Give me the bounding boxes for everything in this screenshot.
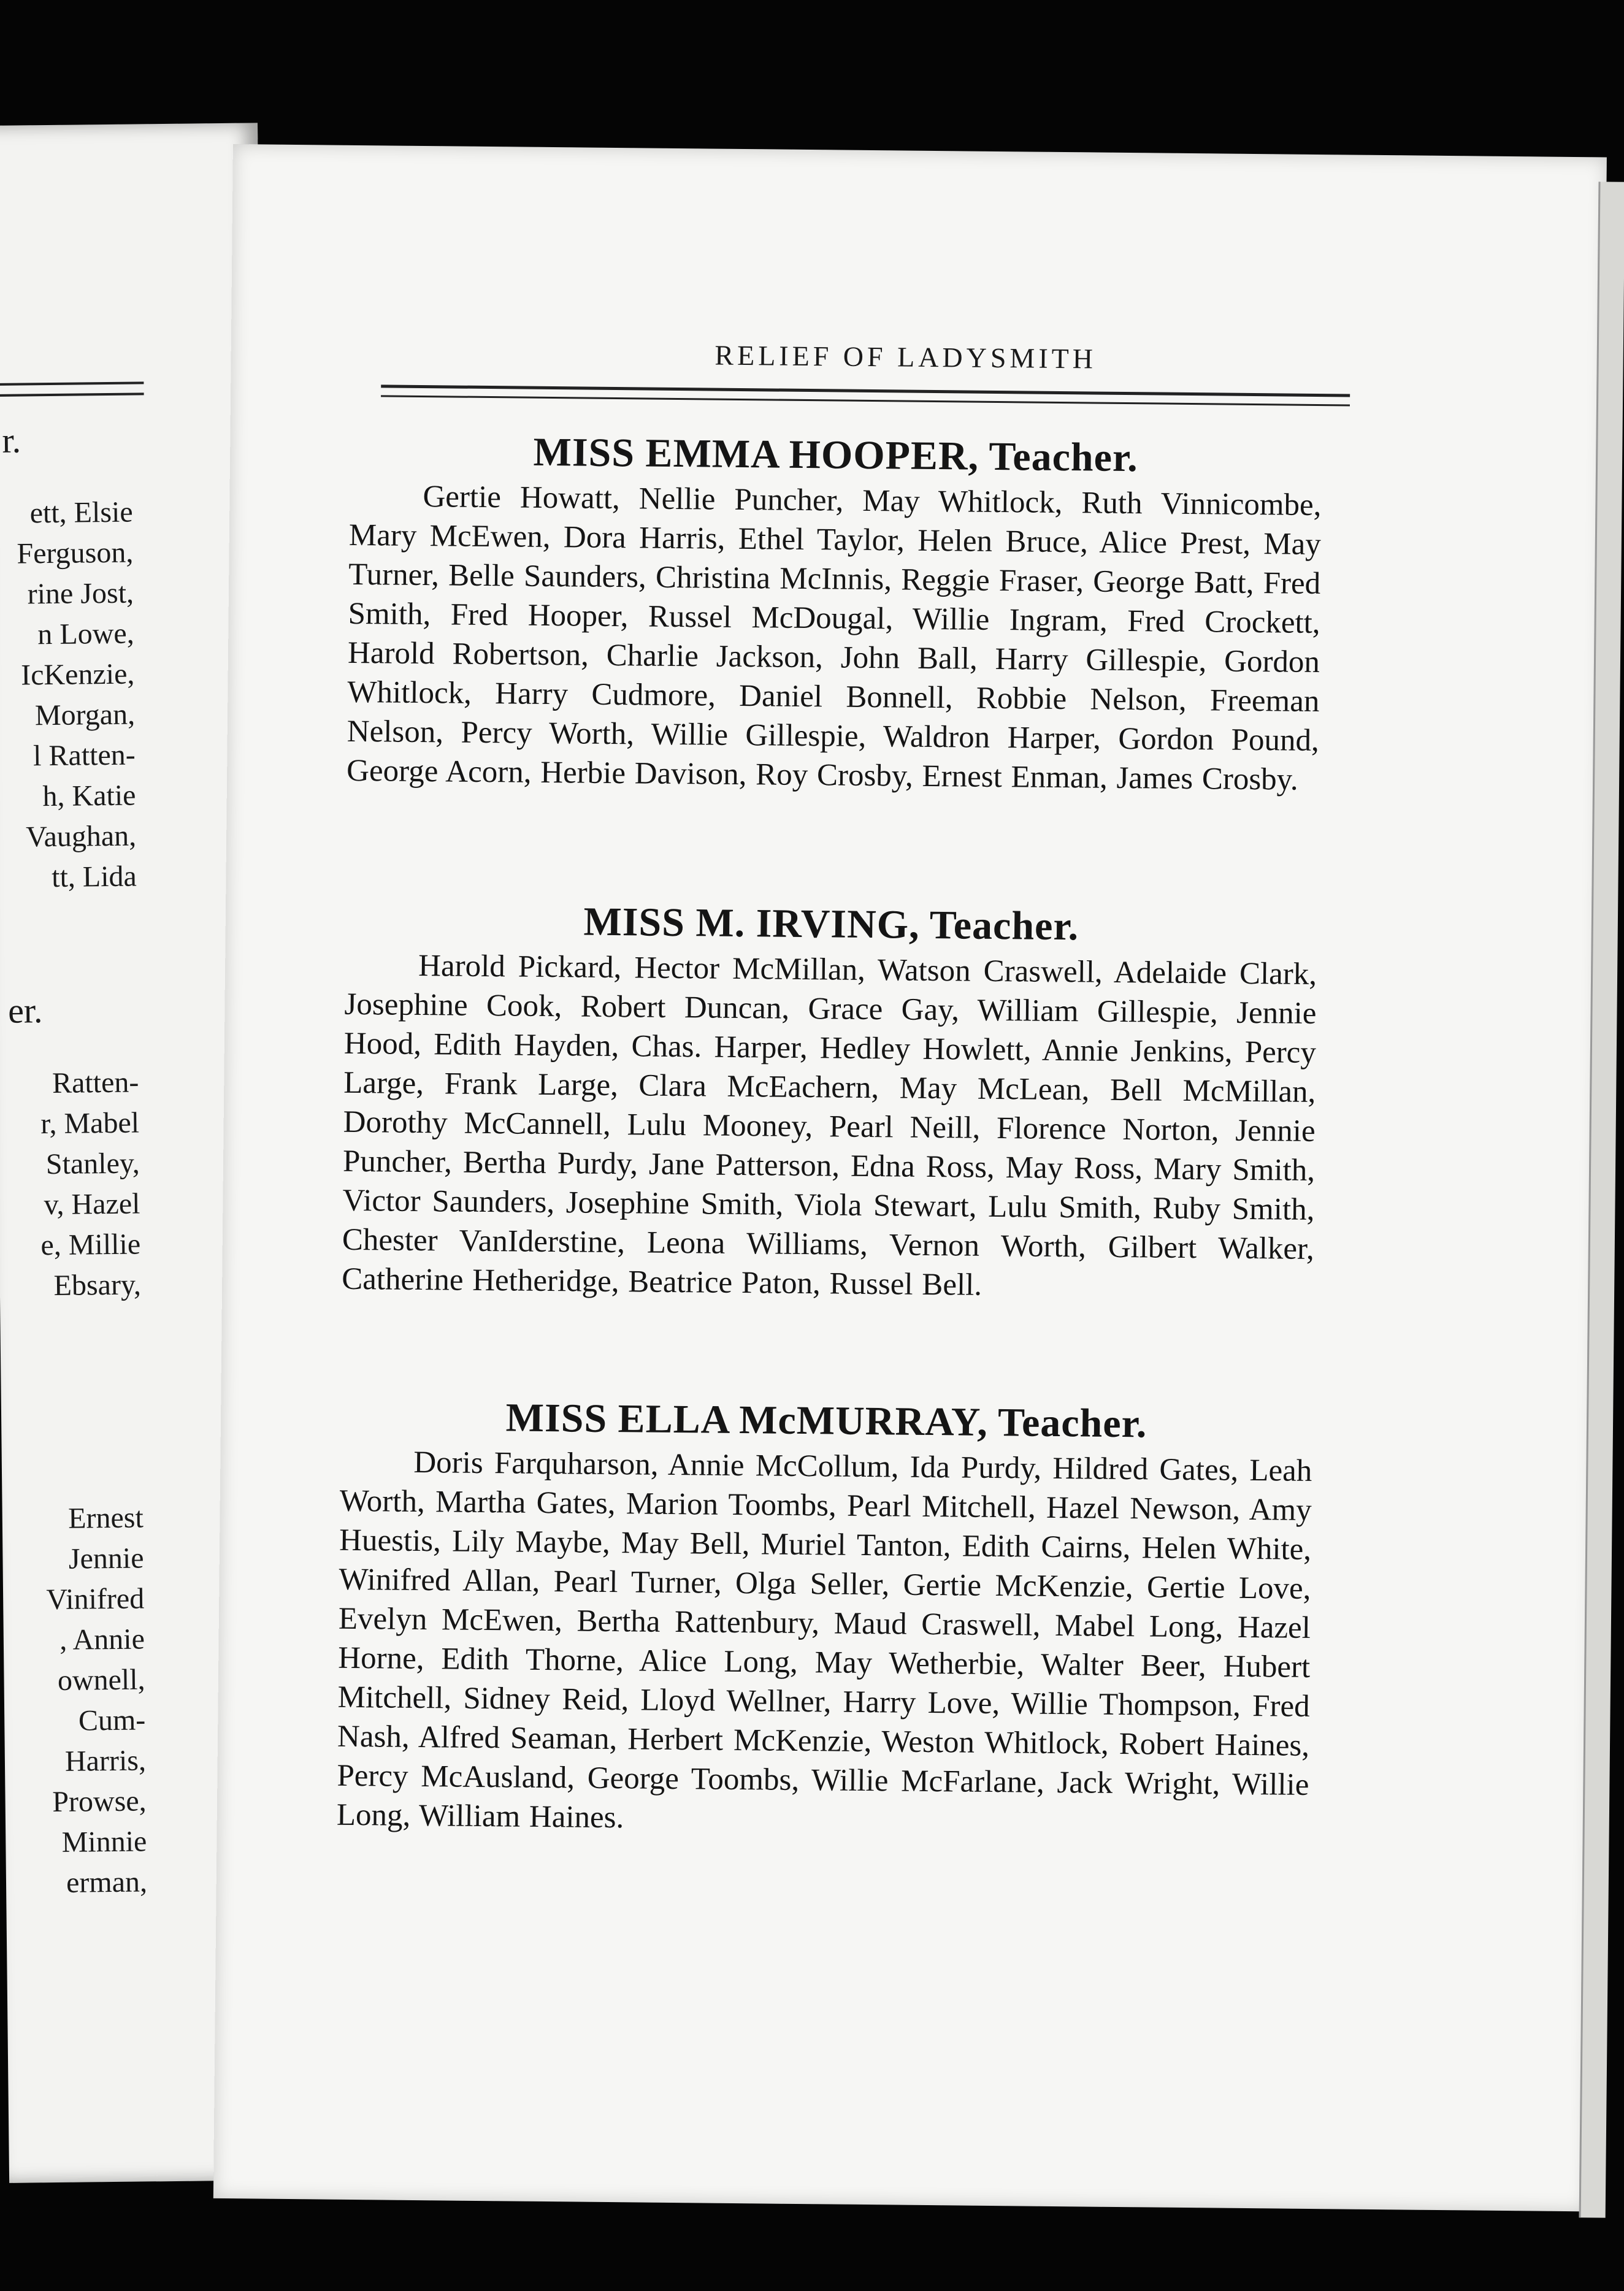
left-line: ett, Elsie xyxy=(29,495,133,530)
left-lines-2 xyxy=(4,1063,141,1307)
header-rule xyxy=(381,384,1350,406)
left-line: erman, xyxy=(66,1865,148,1899)
section-title: MISS ELLA McMURRAY, Teacher. xyxy=(505,1395,1147,1447)
section-title: MISS M. IRVING, Teacher. xyxy=(583,899,1079,949)
left-line: Minnie xyxy=(61,1825,147,1859)
left-line: Ernest xyxy=(67,1501,144,1535)
left-lines-1 xyxy=(0,492,137,898)
left-line: , Annie xyxy=(59,1623,145,1656)
left-line: Cum- xyxy=(78,1704,146,1737)
left-line: h, Katie xyxy=(42,779,136,813)
left-line: v, Hazel xyxy=(44,1187,140,1222)
left-line: Harris, xyxy=(64,1744,147,1778)
section-title: MISS EMMA HOOPER, Teacher. xyxy=(533,429,1139,481)
section-mcmurray xyxy=(337,1393,1313,1844)
left-line: r, Mabel xyxy=(40,1106,140,1141)
left-line: Ferguson, xyxy=(17,536,134,570)
left-line: Ebsary, xyxy=(53,1268,142,1302)
right-page xyxy=(213,144,1607,2211)
left-line: rine Jost, xyxy=(27,576,134,611)
section-hooper xyxy=(347,427,1322,800)
left-heading-1: r. xyxy=(2,420,21,461)
left-lines-3 xyxy=(8,1497,147,1903)
left-line: Vaughan, xyxy=(25,819,137,854)
left-line: Vinifred xyxy=(46,1582,145,1616)
section-names: Harold Pickard, Hector McMillan, Watson Craswell, Adelaide Clark, Josephine Cook, Robert Duncan, Grace Gay, William Gillespie, Jennie Hood, Edith Hayden, Chas. Harper, Hedley Howlett, Annie Jenkins, Percy Large, Frank Large, Clara McEachern, May McLean, Bell McMillan, Dorothy McCannell, Lulu Mooney, Pearl Neill, Florence Norton, Jennie Puncher, Bertha Purdy, Jane Patterson, Edna Ross, May Ross, Mary Smith, Victor Saunders, Josephine Smith, Viola Stewart, Lulu Smith, Ruby Smith, Chester VanIderstine, Leona Williams, Vernon Worth, Gilbert Walker, Catherine Hetheridge, Beatrice Paton, Russel Bell. xyxy=(341,948,1317,1302)
running-header: RELIEF OF LADYSMITH xyxy=(714,339,1097,375)
left-line: e, Millie xyxy=(40,1228,141,1262)
section-names: Gertie Howatt, Nellie Puncher, May Whitlock, Ruth Vinnicombe, Mary McEwen, Dora Harris, Ethel Taylor, Helen Bruce, Alice Prest, May Turner, Belle Saunders, Christina McInnis, Reggie Fraser, George Batt, Fred Smith, Fred Hooper, Russel McDougal, Willie Ingram, Fred Crockett, Harold Robertson, Charlie Jackson, John Ball, Harry Gillespie, Gordon Whitlock, Harry Cudmore, Daniel Bonnell, Robbie Nelson, Freeman Nelson, Percy Worth, Willie Gillespie, Waldron Harper, Gordon Pound, George Acorn, Herbie Davison, Roy Crosby, Ernest Enman, James Crosby. xyxy=(346,479,1322,797)
left-heading-2: er. xyxy=(7,990,43,1031)
left-line: tt, Lida xyxy=(51,860,137,893)
left-line: Ratten- xyxy=(52,1066,139,1100)
left-line: n Lowe, xyxy=(37,617,134,651)
left-line: Jennie xyxy=(68,1542,144,1575)
section-irving xyxy=(342,897,1317,1308)
left-line: Stanley, xyxy=(45,1147,140,1181)
left-line: ownell, xyxy=(57,1663,145,1697)
left-line: l Ratten- xyxy=(33,738,136,773)
left-line: Morgan, xyxy=(34,698,136,732)
left-line: IcKenzie, xyxy=(20,657,135,692)
section-names: Doris Farquharson, Annie McCollum, Ida Purdy, Hildred Gates, Leah Worth, Martha Gates, Marion Toombs, Pearl Mitchell, Hazel Newson, Amy Huestis, Lily Maybe, May Bell, Muriel Tanton, Edith Cairns, Helen White, Winifred Allan, Pearl Turner, Olga Seller, Gertie McKenzie, Gertie Love, Evelyn McEwen, Bertha Rattenbury, Maud Craswell, Mabel Long, Hazel Horne, Edith Thorne, Alice Long, May Wetherbie, Walter Beer, Hubert Mitchell, Sidney Reid, Lloyd Wellner, Harry Love, Willie Thompson, Fred Nash, Alfred Seaman, Herbert McKenzie, Weston Whitlock, Robert Haines, Percy McAusland, George Toombs, Willie McFarlane, Jack Wright, Willie Long, William Haines. xyxy=(336,1445,1312,1835)
left-header-rule xyxy=(0,381,144,397)
page-edge xyxy=(1579,182,1624,2217)
left-line: Prowse, xyxy=(52,1784,147,1819)
